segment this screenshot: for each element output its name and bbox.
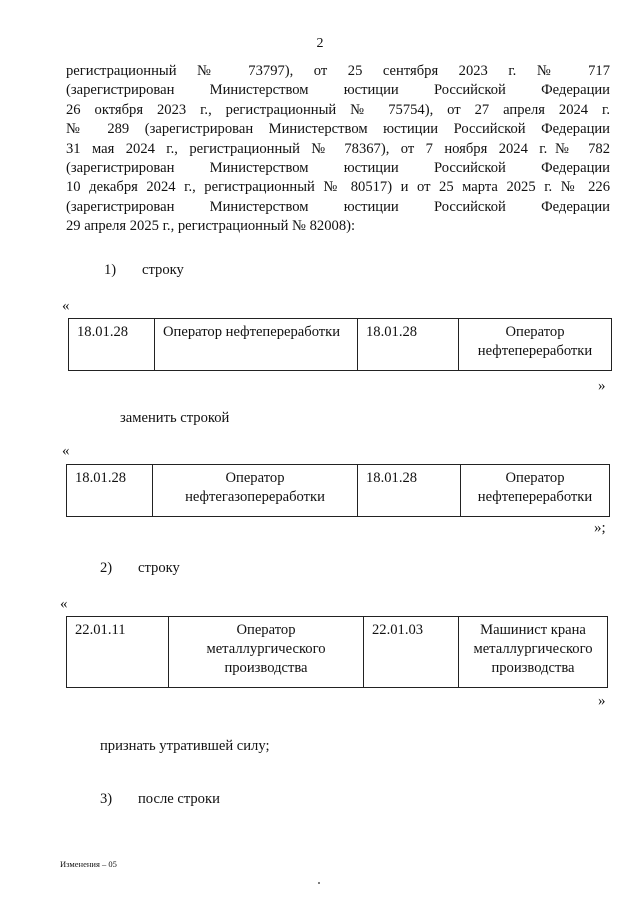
name-line: металлургического <box>206 641 326 657</box>
intro-line: (зарегистрирован Министерством юстиции Российской Федерации <box>66 82 610 99</box>
close-quote: » <box>598 378 606 394</box>
intro-line: 26 октября 2023 г., регистрационный № 75754), от 27 апреля 2024 г. <box>66 101 610 118</box>
intro-paragraph <box>66 62 610 237</box>
replace-heading: заменить строкой <box>120 410 230 426</box>
name-line: Оператор <box>225 470 285 486</box>
code-cell: 18.01.28 <box>69 319 155 371</box>
name-line: Оператор <box>505 324 565 340</box>
intro-line: (зарегистрирован Министерством юстиции Российской Федерации <box>66 198 610 215</box>
name-cell <box>153 465 358 517</box>
name-line: Оператор <box>505 470 565 486</box>
name-line: нефтегазопереработки <box>185 489 325 505</box>
intro-line: регистрационный № 73797), от 25 сентября 2023 г. № 717 <box>66 63 610 79</box>
name-line: производства <box>224 660 308 676</box>
table-row-2 <box>66 464 610 517</box>
item-1-heading <box>104 262 184 279</box>
code-cell: 18.01.28 <box>67 465 153 517</box>
intro-line: 10 декабря 2024 г., регистрационный № 80517) и от 25 марта 2025 г. № 226 <box>66 179 610 196</box>
code-cell: 18.01.28 <box>358 319 459 371</box>
item-label: строку <box>142 262 184 278</box>
table-row-1 <box>68 318 612 371</box>
name-line: Машинист крана <box>480 622 586 638</box>
intro-line: 29 апреля 2025 г., регистрационный № 82008): <box>66 218 356 235</box>
name-cell <box>459 319 612 371</box>
name-cell <box>461 465 610 517</box>
intro-line: (зарегистрирован Министерством юстиции Российской Федерации <box>66 159 610 176</box>
name-cell: Оператор нефтепереработки <box>155 319 358 371</box>
scan-speck <box>318 882 320 884</box>
item-number: 3) <box>100 791 113 807</box>
name-line: металлургического <box>473 641 593 657</box>
open-quote: « <box>62 443 70 459</box>
item-label: строку <box>138 560 180 576</box>
footer-note: Изменения – 05 <box>60 859 117 869</box>
item-3-heading <box>100 791 220 808</box>
name-line: нефтепереработки <box>477 343 593 359</box>
page-number: 2 <box>316 36 324 51</box>
name-line: Оператор <box>236 622 296 638</box>
name-cell <box>169 617 364 688</box>
open-quote: « <box>62 298 70 314</box>
item-label: после строки <box>138 791 220 807</box>
close-quote: »; <box>594 520 606 536</box>
code-cell: 22.01.11 <box>67 617 169 688</box>
repeal-text: признать утратившей силу; <box>100 738 270 754</box>
intro-line: № 289 (зарегистрирован Министерством юстиции Российской Федерации <box>66 121 610 138</box>
item-2-heading <box>100 560 180 577</box>
name-line: нефтепереработки <box>477 489 593 505</box>
name-line: производства <box>491 660 575 676</box>
intro-line: 31 мая 2024 г., регистрационный № 78367), от 7 ноября 2024 г.№ 782 <box>66 140 610 157</box>
item-number: 1) <box>104 262 117 278</box>
open-quote: « <box>60 596 68 612</box>
code-cell: 18.01.28 <box>358 465 461 517</box>
name-cell <box>459 617 608 688</box>
item-number: 2) <box>100 560 113 576</box>
code-cell: 22.01.03 <box>364 617 459 688</box>
table-row-3 <box>66 616 608 688</box>
close-quote: » <box>598 693 606 709</box>
